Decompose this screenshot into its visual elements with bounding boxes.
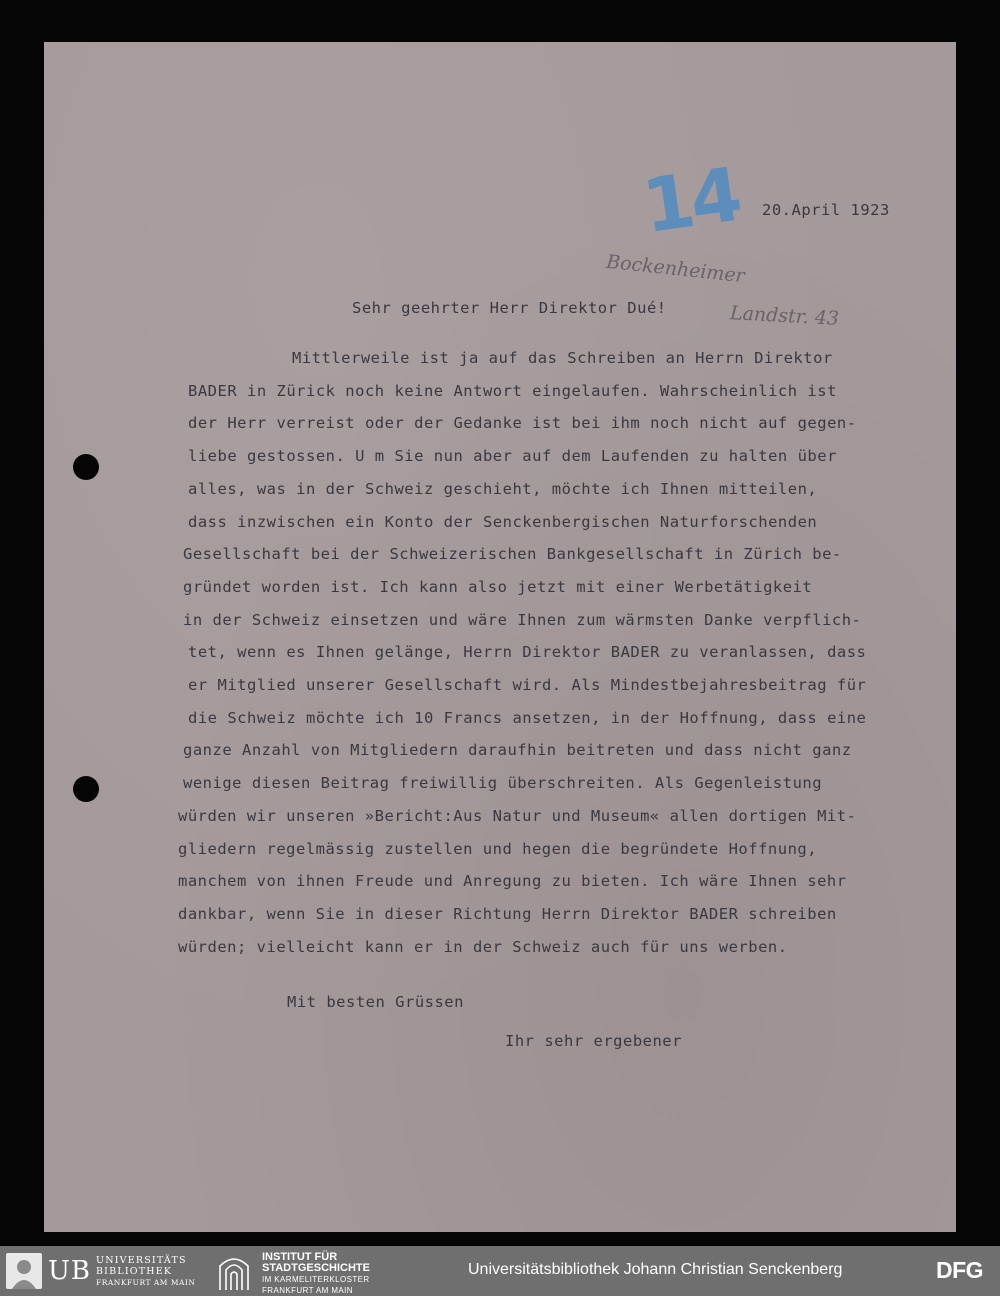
letter-body-line: dass inzwischen ein Konto der Senckenbergischen Naturforschenden (188, 513, 818, 531)
ub-logo-letters: UB (48, 1256, 92, 1286)
letter-body-line: BADER in Zürick noch keine Antwort eingelaufen. Wahrscheinlich ist (188, 382, 837, 400)
signoff: Ihr sehr ergebener (505, 1032, 682, 1050)
isg-building-icon (218, 1252, 250, 1290)
letter-body-line: wenige diesen Beitrag freiwillig überschreiten. Als Gegenleistung (183, 774, 823, 792)
letter-body-line: gliedern regelmässig zustellen und hegen die begründete Hoffnung, (178, 840, 818, 858)
letter-body-line: tet, wenn es Ihnen gelänge, Herrn Direktor BADER zu veranlassen, dass (188, 643, 867, 661)
punch-hole (73, 776, 99, 802)
letter-body-line: in der Schweiz einsetzen und wäre Ihnen zum wärmsten Danke verpflich- (183, 611, 862, 629)
letter-body-line: würden wir unseren »Bericht:Aus Natur und Museum« allen dortigen Mit- (178, 807, 857, 825)
ub-portrait-logo (6, 1253, 42, 1289)
letter-page (44, 42, 956, 1232)
letter-body-line: alles, was in der Schweiz geschieht, möchte ich Ihnen mitteilen, (188, 480, 818, 498)
letter-body-line: gründet worden ist. Ich kann also jetzt mit einer Werbetätigkeit (183, 578, 813, 596)
pencil-address-line1: Bockenheimer (605, 250, 746, 288)
isg-logo-text: INSTITUT FÜR STADTGESCHICHTE IM KARMELITERKLOSTER FRANKFURT AM MAIN (262, 1251, 370, 1295)
dfg-logo: DFG (936, 1257, 984, 1283)
letter-body-line: der Herr verreist oder der Gedanke ist bei ihm noch nicht auf gegen- (188, 414, 857, 432)
archive-number: 14 (637, 151, 744, 251)
letter-date: 20.April 1923 (762, 201, 890, 219)
letter-body-line: dankbar, wenn Sie in dieser Richtung Herrn Direktor BADER schreiben (178, 905, 837, 923)
letter-body-line: er Mitglied unserer Gesellschaft wird. Als Mindestbejahresbeitrag für (188, 676, 867, 694)
footer-bar (0, 1246, 1000, 1296)
letter-body-line: liebe gestossen. U m Sie nun aber auf dem Laufenden zu halten über (188, 447, 837, 465)
letter-body-line: ganze Anzahl von Mitgliedern daraufhin beitreten und dass nicht ganz (183, 741, 852, 759)
pencil-address-line2: Landstr. 43 (729, 302, 840, 330)
letter-body-line: würden; vielleicht kann er in der Schweiz auch für uns werben. (178, 938, 788, 956)
letter-body-line: manchem von ihnen Freude und Anregung zu bieten. Ich wäre Ihnen sehr (178, 872, 847, 890)
closing: Mit besten Grüssen (287, 993, 464, 1011)
letter-body-line: die Schweiz möchte ich 10 Francs ansetzen, in der Hoffnung, dass eine (188, 709, 867, 727)
ub-logo-text: UNIVERSITÄTS BIBLIOTHEK FRANKFURT AM MAIN (96, 1255, 196, 1287)
punch-hole (73, 454, 99, 480)
footer-library-title: Universitätsbibliothek Johann Christian Senckenberg (468, 1261, 843, 1278)
letter-body-line: Gesellschaft bei der Schweizerischen Bankgesellschaft in Zürich be- (183, 545, 842, 563)
letter-body-line: Mittlerweile ist ja auf das Schreiben an Herrn Direktor (292, 349, 833, 367)
salutation: Sehr geehrter Herr Direktor Dué! (352, 299, 667, 317)
